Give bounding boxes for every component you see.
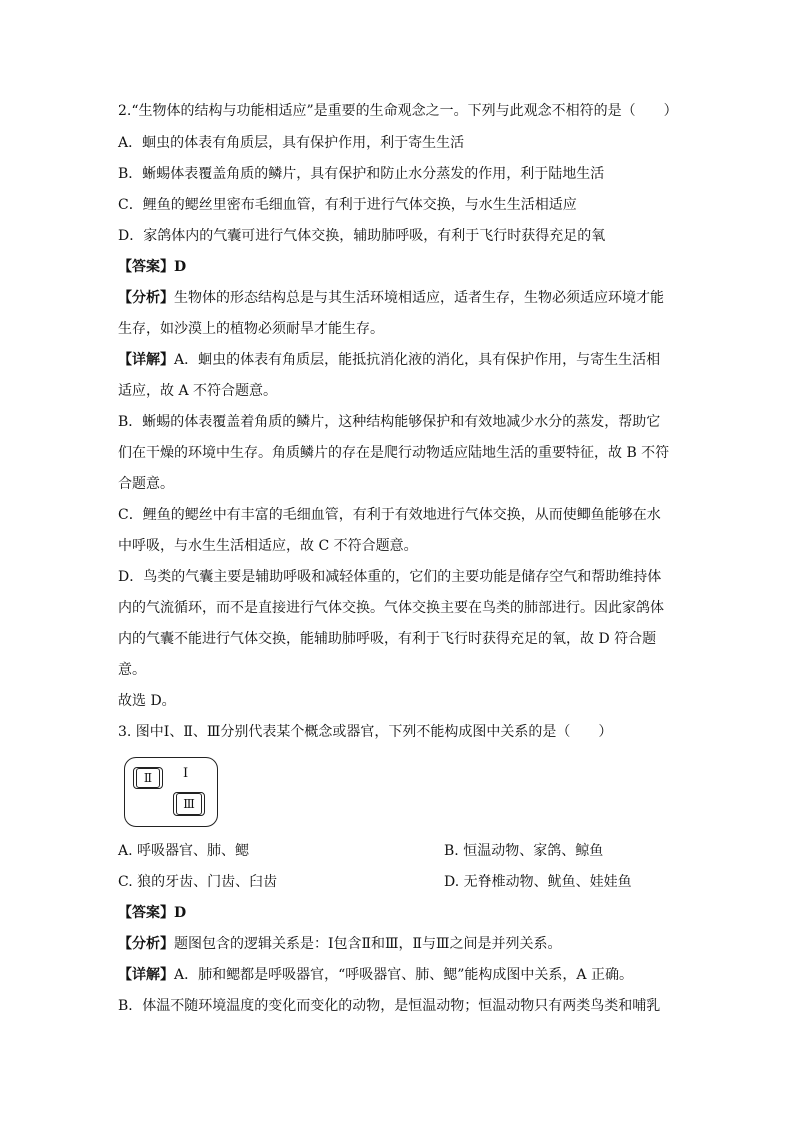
q2-detail-11: 意。 — [118, 662, 146, 678]
analysis-text: 题图包含的逻辑关系是：Ⅰ包含Ⅱ和Ⅲ，Ⅱ与Ⅲ之间是并列关系。 — [174, 936, 562, 952]
q2-stem: 2.“生物体的结构与功能相适应”是重要的生命观念之一。下列与此观念不相符的是（ ） — [118, 103, 678, 119]
diagram-label-ii: Ⅱ — [143, 771, 153, 785]
venn-diagram — [124, 757, 218, 827]
q2-detail-2: 适应，故 A 不符合题意。 — [118, 383, 278, 399]
q2-conclusion: 故选 D。 — [118, 693, 176, 709]
q3-option-a: A. 呼吸器官、肺、鳃 — [118, 843, 250, 859]
diagram-label-iii: Ⅲ — [183, 797, 195, 811]
analysis-tag: 【分析】 — [118, 290, 174, 306]
diagram-box-ii — [133, 767, 163, 789]
q2-detail-4: 们在干燥的环境中生存。角质鳞片的存在是爬行动物适应陆地生活的重要特征，故 B 不符 — [118, 445, 670, 461]
detail-tag: 【详解】 — [118, 352, 174, 368]
q2-option-a: A．蛔虫的体表有角质层，具有保护作用，利于寄生生活 — [118, 135, 465, 151]
q3-stem: 3. 图中Ⅰ、Ⅱ、Ⅲ分别代表某个概念或器官，下列不能构成图中关系的是（ ） — [118, 724, 613, 740]
q3-detail-2: B．体温不随环境温度的变化而变化的动物，是恒温动物；恒温动物只有两类鸟类和哺乳 — [118, 998, 661, 1014]
q2-detail-3: B．蜥蜴的体表覆盖着角质的鳞片，这种结构能够保护和有效地减少水分的蒸发，帮助它 — [118, 414, 661, 430]
q3-option-d: D. 无脊椎动物、鱿鱼、娃娃鱼 — [444, 874, 632, 890]
q2-detail-9: 内的气流循环，而不是直接进行气体交换。气体交换主要在鸟类的肺部进行。因此家鸽体 — [118, 600, 664, 616]
q3-option-b: B. 恒温动物、家鸽、鲸鱼 — [444, 843, 604, 859]
diagram-label-outer: Ⅰ — [183, 766, 189, 781]
q2-option-c: C．鲤鱼的鳃丝里密布毛细血管，有利于进行气体交换，与水生生活相适应 — [118, 197, 577, 213]
analysis-text: 生物体的形态结构总是与其生活环境相适应，适者生存，生物必须适应环境才能 — [174, 290, 664, 306]
q2-option-d: D．家鸽体内的气囊可进行气体交换，辅助肺呼吸，有利于飞行时获得充足的氧 — [118, 228, 606, 244]
analysis-tag: 【分析】 — [118, 936, 174, 952]
q3-detail-1 — [118, 965, 633, 985]
detail-text: A．肺和鳃都是呼吸器官，“呼吸器官、肺、鳃”能构成图中关系，A 正确。 — [174, 967, 633, 983]
q2-detail-1 — [118, 350, 660, 370]
q2-option-b: B．蜥蜴体表覆盖角质的鳞片，具有保护和防止水分蒸发的作用，利于陆地生活 — [118, 166, 605, 182]
q2-detail-7: 中呼吸，与水生生活相适应，故 C 不符合题意。 — [118, 538, 418, 554]
q3-answer: 【答案】D — [118, 905, 187, 921]
q2-detail-8: D．鸟类的气囊主要是辅助呼吸和减轻体重的，它们的主要功能是储存空气和帮助维持体 — [118, 569, 662, 585]
q2-detail-5: 合题意。 — [118, 476, 174, 492]
q3-analysis — [118, 934, 562, 954]
detail-tag: 【详解】 — [118, 967, 174, 983]
diagram-box-iii — [173, 792, 205, 816]
q2-analysis-1 — [118, 288, 664, 308]
q2-detail-10: 内的气囊不能进行气体交换，能辅助肺呼吸，有利于飞行时获得充足的氧，故 D 符合题 — [118, 631, 657, 647]
q2-answer: 【答案】D — [118, 259, 187, 275]
detail-text: A．蛔虫的体表有角质层，能抵抗消化液的消化，具有保护作用，与寄生生活相 — [174, 352, 661, 368]
q2-detail-6: C．鲤鱼的鳃丝中有丰富的毛细血管，有利于有效地进行气体交换，从而使鲫鱼能够在水 — [118, 507, 661, 523]
q2-analysis-2: 生存，如沙漠上的植物必须耐旱才能生存。 — [118, 321, 384, 337]
q3-option-c: C. 狼的牙齿、门齿、臼齿 — [118, 874, 278, 890]
